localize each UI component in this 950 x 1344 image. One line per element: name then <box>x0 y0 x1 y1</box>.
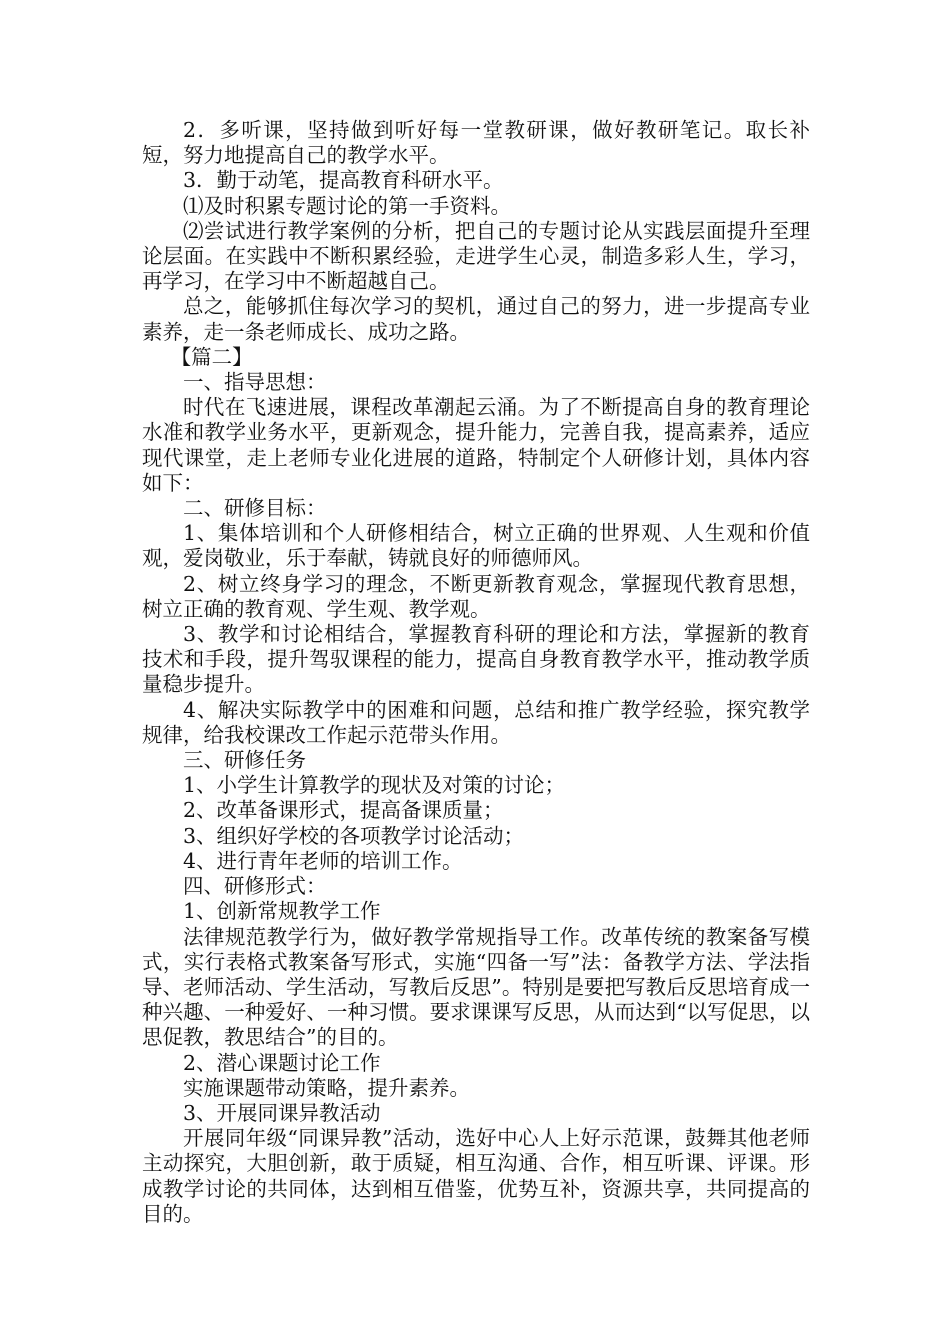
list-item: 3、组织好学校的各项教学讨论活动； <box>183 823 525 848</box>
list-item: 1、小学生计算教学的现状及对策的讨论； <box>183 773 566 798</box>
list-item: 1、集体培训和个人研修相结合，树立正确的世界观、人生观和价值观，爱岗敬业，乐于奉献，铸就良好的师德师风。 <box>142 521 810 571</box>
list-item: 4、解决实际教学中的困难和问题，总结和推广教学经验，探究教学规律，给我校课改工作起示范带头作用。 <box>142 697 810 747</box>
subsection-heading: 四、研修形式： <box>183 874 327 899</box>
document-body <box>142 118 810 1227</box>
paragraph: 总之，能够抓住每次学习的契机，通过自己的努力，进一步提高专业素养，走一条老师成长、成功之路。 <box>142 294 810 344</box>
list-item: 2、改革备课形式，提高备课质量； <box>183 798 504 823</box>
list-item: 1、创新常规教学工作 <box>183 899 381 924</box>
list-item: 3、教学和讨论相结合，掌握教育科研的理论和方法，掌握新的教育技术和手段，提升驾驭课程的能力，提高自身教育教学水平，推动教学质量稳步提升。 <box>142 622 810 697</box>
paragraph: 2．多听课，坚持做到听好每一堂教研课，做好教研笔记。取长补短，努力地提高自己的教学水平。 <box>142 118 810 168</box>
list-item: 3、开展同课异教活动 <box>183 1100 381 1125</box>
section-heading: 【篇二】 <box>170 344 253 369</box>
paragraph: 时代在飞速进展，课程改革潮起云涌。为了不断提高自身的教育理论水准和教学业务水平，更新观念，提升能力，完善自我，提高素养，适应现代课堂，走上老师专业化进展的道路，特制定个人研修计划，具体内容如下： <box>142 395 810 495</box>
paragraph: 法律规范教学行为，做好教学常规指导工作。改革传统的教案备写模式，实行表格式教案备写形式，实施“四备一写”法：备教学方法、学法指导、老师活动、学生活动，写教后反思”。特别是要把写教后反思培育成一种兴趣、一种爱好、一种习惯。要求课课写反思，从而达到“以写促思，以思促教，教思结合”的目的。 <box>142 924 810 1050</box>
subsection-heading: 一、指导思想： <box>183 370 327 395</box>
paragraph: ⑴及时积累专题讨论的第一手资料。 <box>183 193 511 218</box>
list-item: 4、进行青年老师的培训工作。 <box>183 848 463 873</box>
paragraph: 开展同年级“同课异教”活动，选好中心人上好示范课，鼓舞其他老师主动探究，大胆创新，敢于质疑，相互沟通、合作，相互听课、评课。形成教学讨论的共同体，达到相互借鉴，优势互补，资源共享，共同提高的目的。 <box>142 1126 810 1226</box>
subsection-heading: 二、研修目标： <box>183 496 327 521</box>
paragraph: ⑵尝试进行教学案例的分析，把自己的专题讨论从实践层面提升至理论层面。在实践中不断积累经验，走进学生心灵，制造多彩人生，学习，再学习，在学习中不断超越自己。 <box>142 218 810 294</box>
paragraph: 3．勤于动笔，提高教育科研水平。 <box>183 168 504 193</box>
paragraph: 实施课题带动策略，提升素养。 <box>183 1075 470 1100</box>
list-item: 2、树立终身学习的理念，不断更新教育观念，掌握现代教育思想，树立正确的教育观、学生观、教学观。 <box>142 571 810 621</box>
subsection-heading: 三、研修任务 <box>183 748 306 773</box>
list-item: 2、潜心课题讨论工作 <box>183 1050 381 1075</box>
